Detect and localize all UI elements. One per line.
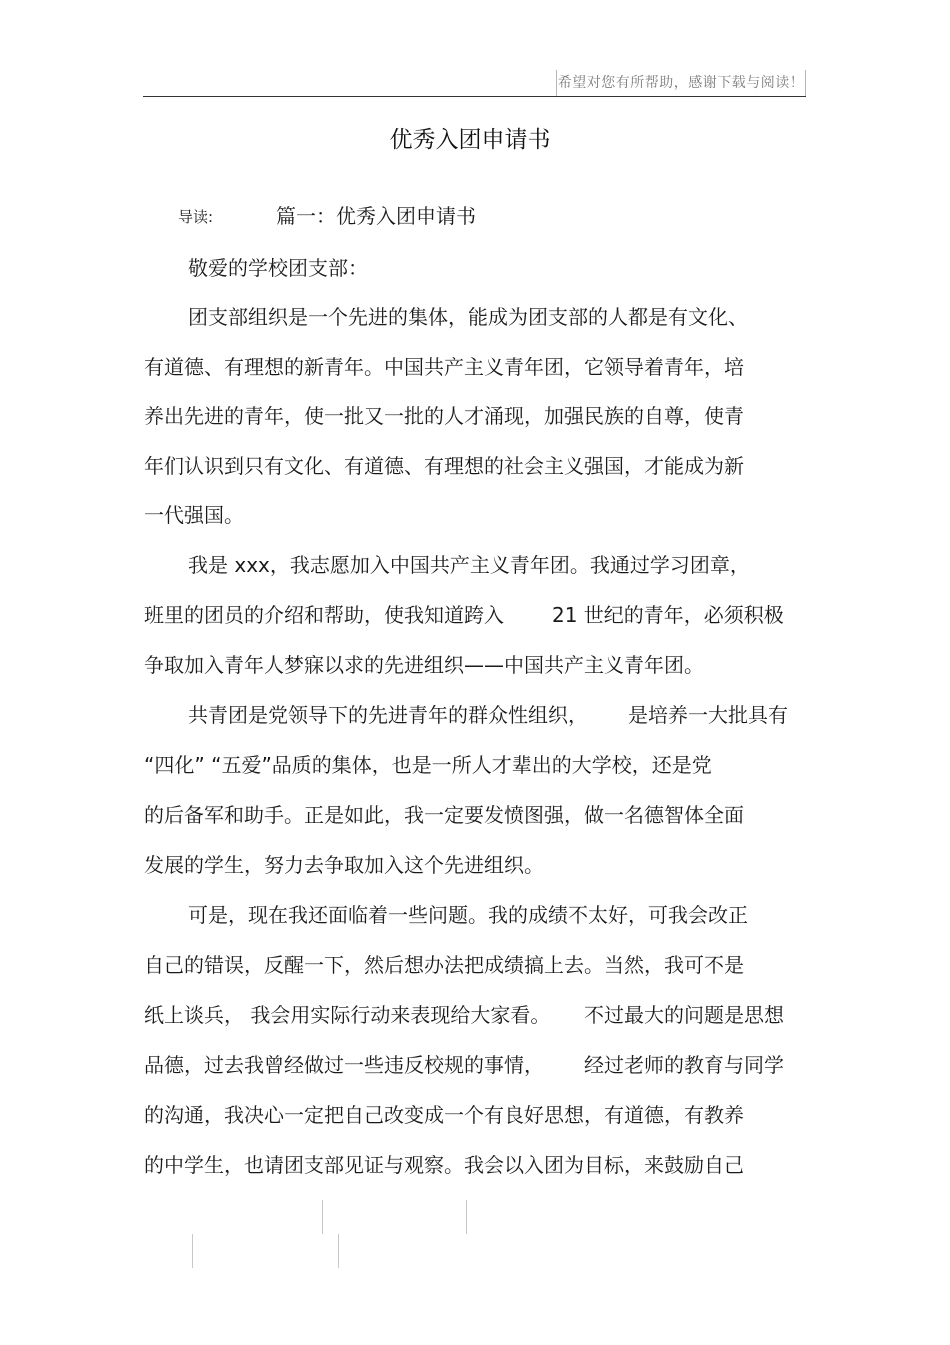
body-text-fragment: 的后备军和助手。正是如此，我一定要发愤图强，做一名德智体全面 (144, 803, 744, 827)
lead-text: 篇一：优秀入团申请书 (276, 204, 476, 228)
body-text-fragment: 争取加入青年人梦寐以求的先进组织——中国共产主义青年团。 (144, 653, 704, 677)
body-text-fragment: 经过老师的教育与同学 (584, 1053, 784, 1077)
body-text-fragment: 纸上谈兵， 我会用实际行动来表现给大家看。 (144, 1003, 551, 1027)
body-text-fragment: 的沟通，我决心一定把自己改变成一个有良好思想，有道德，有教养 (144, 1103, 744, 1127)
body-text-fragment: 发展的学生，努力去争取加入这个先进组织。 (144, 853, 544, 877)
body-text-fragment: 班里的团员的介绍和帮助，使我知道跨入 (144, 603, 504, 627)
body-text-fragment: 是培养一大批具有 (628, 703, 788, 727)
document-title: 优秀入团申请书 (389, 127, 551, 153)
body-text-fragment: 年们认识到只有文化、有道德、有理想的社会主义强国，才能成为新 (144, 454, 744, 478)
footer-divider (466, 1200, 467, 1234)
lead-label: 导读: (178, 208, 214, 226)
footer-divider (338, 1234, 339, 1268)
body-text-fragment: 敬爱的学校团支部： (188, 256, 368, 280)
header-divider (143, 96, 806, 97)
body-text-fragment: 团支部组织是一个先进的集体，能成为团支部的人都是有文化、 (188, 305, 748, 329)
body-text-fragment: 自己的错误，反醒一下，然后想办法把成绩搞上去。当然，我可不是 (144, 953, 744, 977)
body-text-fragment: 我是 xxx，我志愿加入中国共产主义青年团。我通过学习团章， (188, 553, 750, 577)
body-text-fragment: 有道德、有理想的新青年。中国共产主义青年团，它领导着青年，培 (144, 355, 744, 379)
body-text-fragment: 一代强国。 (144, 503, 244, 527)
footer-divider (322, 1200, 323, 1234)
footer-divider (192, 1234, 193, 1268)
body-text-fragment: 21 世纪的青年，必须积极 (552, 603, 784, 627)
body-text-fragment: 共青团是党领导下的先进青年的群众性组织， (188, 703, 588, 727)
body-text-fragment: 不过最大的问题是思想 (584, 1003, 784, 1027)
body-text-fragment: 的中学生，也请团支部见证与观察。我会以入团为目标，来鼓励自己 (144, 1153, 744, 1177)
body-text-fragment: “四化” “五爱”品质的集体，也是一所人才辈出的大学校，还是党 (144, 753, 712, 777)
header-download-note: 希望对您有所帮助，感谢下载与阅读！ (556, 70, 806, 96)
body-text-fragment: 品德，过去我曾经做过一些违反校规的事情， (144, 1053, 544, 1077)
body-text-fragment: 养出先进的青年，使一批又一批的人才涌现，加强民族的自尊，使青 (144, 404, 744, 428)
body-text-fragment: 可是，现在我还面临着一些问题。我的成绩不太好，可我会改正 (188, 903, 748, 927)
